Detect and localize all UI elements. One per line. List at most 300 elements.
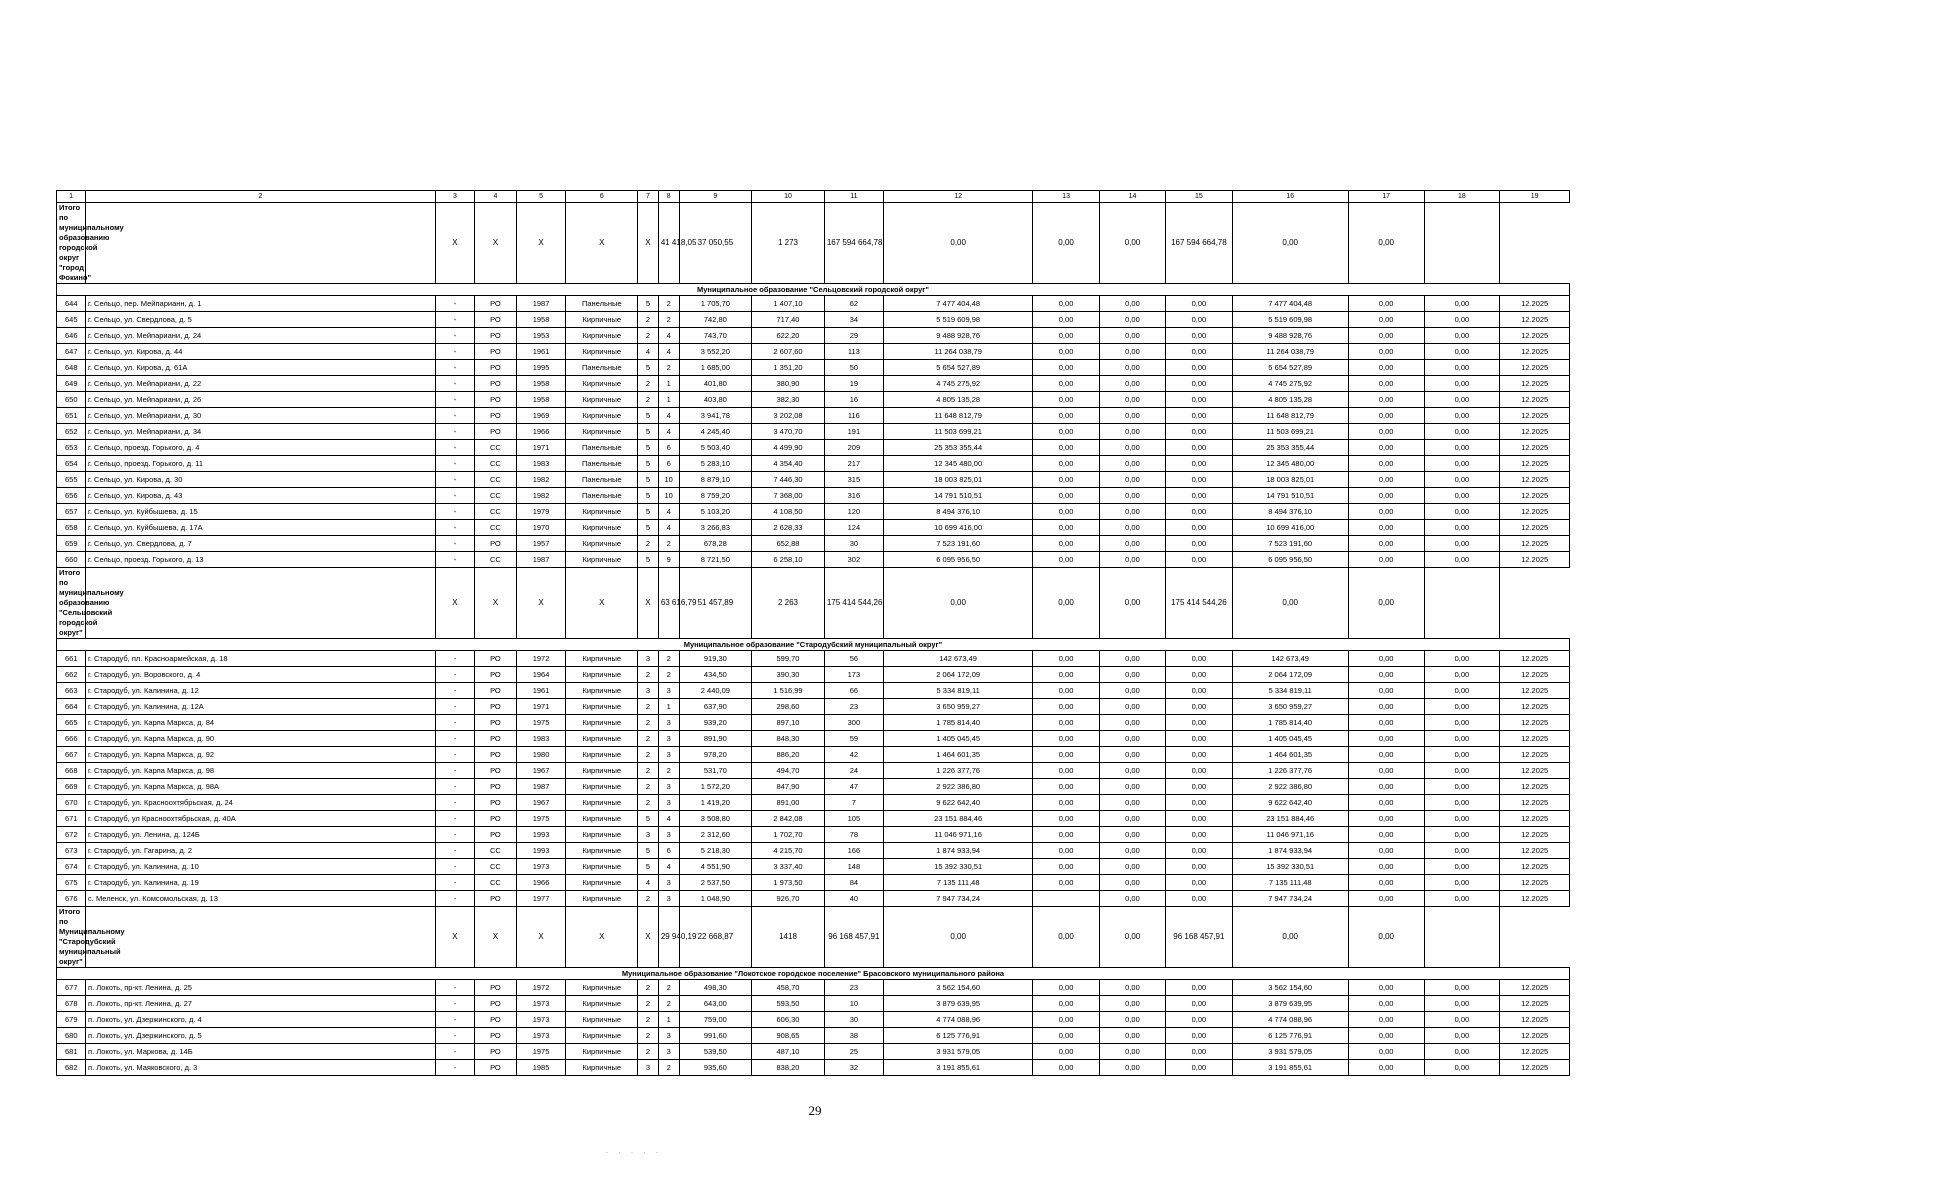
table-cell: РО <box>475 360 517 376</box>
table-cell: 2 064 172,09 <box>883 667 1032 683</box>
table-cell: 5 <box>638 520 659 536</box>
table-cell: - <box>435 504 474 520</box>
table-cell: 15 392 330,51 <box>1232 859 1348 875</box>
address-cell: п. Локоть, пр-кт. Ленина, д. 25 <box>86 980 436 996</box>
table-cell: 4 745 275,92 <box>1232 376 1348 392</box>
address-cell: г. Стародуб, ул. Карла Маркса, д. 84 <box>86 715 436 731</box>
table-row <box>57 1044 1570 1060</box>
table-cell: 1977 <box>516 891 566 907</box>
table-cell: 23 <box>824 980 883 996</box>
table-cell: Панельные <box>566 440 638 456</box>
table-cell: 1 419,20 <box>679 795 752 811</box>
table-cell: 0,00 <box>1166 891 1232 907</box>
table-cell: - <box>435 408 474 424</box>
table-cell: 0,00 <box>1424 667 1500 683</box>
table-cell: 0,00 <box>1166 552 1232 568</box>
table-cell: 173 <box>824 667 883 683</box>
table-cell: 7 947 734,24 <box>1232 891 1348 907</box>
table-cell: 1995 <box>516 360 566 376</box>
table-cell: 11 264 038,79 <box>883 344 1032 360</box>
table-cell: 1987 <box>516 296 566 312</box>
table-cell: 2 <box>658 312 679 328</box>
table-cell: 0,00 <box>1033 440 1099 456</box>
table-cell: СС <box>475 875 517 891</box>
table-row <box>57 392 1570 408</box>
table-cell: 12.2025 <box>1500 1060 1570 1076</box>
table-cell: РО <box>475 811 517 827</box>
table-cell: 0,00 <box>1166 875 1232 891</box>
table-cell: 403,80 <box>679 392 752 408</box>
table-cell: 10 <box>658 472 679 488</box>
table-cell: - <box>435 891 474 907</box>
table-cell: 2 <box>638 715 659 731</box>
table-cell: 0,00 <box>1166 360 1232 376</box>
table-cell: 380,90 <box>752 376 825 392</box>
section-title: Муниципальное образование "Стародубский муниципальный округ" <box>57 639 1570 651</box>
table-cell: 0,00 <box>1424 996 1500 1012</box>
total-label: Итого по Муниципальному "Стародубский муниципальный округ" <box>57 907 86 968</box>
table-cell: 0,00 <box>1424 488 1500 504</box>
table-cell: 12.2025 <box>1500 488 1570 504</box>
table-cell: 4 <box>638 875 659 891</box>
table-cell: 3 337,40 <box>752 859 825 875</box>
table-cell: - <box>435 843 474 859</box>
table-cell: 19 <box>824 376 883 392</box>
table-cell: СС <box>475 440 517 456</box>
table-cell: 759,00 <box>679 1012 752 1028</box>
table-cell: 0,00 <box>1424 552 1500 568</box>
table-cell: 0,00 <box>1099 843 1165 859</box>
table-cell: 0,00 <box>1348 1060 1424 1076</box>
table-cell: 315 <box>824 472 883 488</box>
table-cell: 6 095 956,50 <box>883 552 1032 568</box>
table-cell: РО <box>475 376 517 392</box>
table-cell: 0,00 <box>1166 667 1232 683</box>
table-cell: - <box>435 667 474 683</box>
table-row <box>57 699 1570 715</box>
table-cell: 0,00 <box>1348 536 1424 552</box>
table-cell: 5 <box>638 408 659 424</box>
table-cell: 2 628,33 <box>752 520 825 536</box>
table-cell: 1973 <box>516 859 566 875</box>
table-cell: - <box>435 424 474 440</box>
table-cell: 10 699 416,00 <box>883 520 1032 536</box>
table-row <box>57 472 1570 488</box>
table-row <box>57 296 1570 312</box>
table-row <box>57 488 1570 504</box>
row-number: 668 <box>57 763 86 779</box>
table-cell: 0,00 <box>1033 1060 1099 1076</box>
table-cell: 105 <box>824 811 883 827</box>
table-cell: 4 108,50 <box>752 504 825 520</box>
table-cell: 62 <box>824 296 883 312</box>
table-cell: 18 003 825,01 <box>1232 472 1348 488</box>
table-cell: Кирпичные <box>566 552 638 568</box>
table-cell: 637,90 <box>679 699 752 715</box>
table-cell: 1993 <box>516 843 566 859</box>
table-cell: 0,00 <box>1033 795 1099 811</box>
table-cell: 4 245,40 <box>679 424 752 440</box>
table-cell: РО <box>475 536 517 552</box>
table-cell: 1983 <box>516 456 566 472</box>
total-label: Итого по муниципальному образованию городской округ "город Фокино" <box>57 203 86 284</box>
table-cell: 434,50 <box>679 667 752 683</box>
table-row <box>57 980 1570 996</box>
total-cell: 0,00 <box>1099 203 1165 284</box>
table-cell: 5 <box>638 296 659 312</box>
table-cell: 3 191 855,61 <box>883 1060 1032 1076</box>
table-cell: 4 215,70 <box>752 843 825 859</box>
table-cell: 4 805 135,28 <box>1232 392 1348 408</box>
total-cell <box>1424 907 1500 968</box>
table-cell: 4 805 135,28 <box>883 392 1032 408</box>
table-cell: 3 <box>638 683 659 699</box>
table-cell: 1987 <box>516 552 566 568</box>
table-cell: 6 <box>658 440 679 456</box>
row-number: 674 <box>57 859 86 875</box>
table-cell: 0,00 <box>1099 763 1165 779</box>
table-row <box>57 552 1570 568</box>
table-cell: 0,00 <box>1033 683 1099 699</box>
table-cell: 0,00 <box>1033 980 1099 996</box>
address-cell: п. Локоть, ул. Дзержинского, д. 5 <box>86 1028 436 1044</box>
row-number: 664 <box>57 699 86 715</box>
table-cell: 1980 <box>516 747 566 763</box>
table-cell: Кирпичные <box>566 1028 638 1044</box>
table-cell: 42 <box>824 747 883 763</box>
column-number: 16 <box>1232 191 1348 203</box>
table-cell: 12.2025 <box>1500 875 1570 891</box>
table-row <box>57 996 1570 1012</box>
table-cell: - <box>435 811 474 827</box>
row-number: 665 <box>57 715 86 731</box>
table-cell: 5 <box>638 843 659 859</box>
total-cell: 0,00 <box>883 907 1032 968</box>
table-row <box>57 376 1570 392</box>
table-cell: 25 353 355,44 <box>883 440 1032 456</box>
table-cell: 8 721,50 <box>679 552 752 568</box>
table-cell: 3 <box>658 731 679 747</box>
table-cell: 12.2025 <box>1500 811 1570 827</box>
total-cell: 96 168 457,91 <box>824 907 883 968</box>
table-cell: 4 354,40 <box>752 456 825 472</box>
total-cell: 167 594 664,78 <box>1166 203 1232 284</box>
table-cell: 2 312,60 <box>679 827 752 843</box>
table-cell: 12.2025 <box>1500 1012 1570 1028</box>
table-cell: 0,00 <box>1099 996 1165 1012</box>
table-cell: Кирпичные <box>566 408 638 424</box>
table-cell: 30 <box>824 536 883 552</box>
table-cell: 0,00 <box>1348 875 1424 891</box>
table-cell: 12.2025 <box>1500 312 1570 328</box>
table-cell: 3 879 639,95 <box>1232 996 1348 1012</box>
table-cell: 0,00 <box>1033 360 1099 376</box>
table-cell: 0,00 <box>1099 1012 1165 1028</box>
table-cell: РО <box>475 763 517 779</box>
row-number: 667 <box>57 747 86 763</box>
address-cell: г. Сельцо, ул. Кирова, д. 61А <box>86 360 436 376</box>
address-cell: г. Сельцо, проезд. Горького, д. 4 <box>86 440 436 456</box>
table-cell: 12.2025 <box>1500 843 1570 859</box>
table-cell: 9 488 928,76 <box>1232 328 1348 344</box>
table-cell: 1 874 933,94 <box>883 843 1032 859</box>
table-cell: Кирпичные <box>566 667 638 683</box>
table-cell: Кирпичные <box>566 747 638 763</box>
table-row <box>57 747 1570 763</box>
table-cell: 1 785 814,40 <box>883 715 1032 731</box>
table-cell: 0,00 <box>1033 843 1099 859</box>
row-number: 669 <box>57 779 86 795</box>
table-cell: 5 <box>638 440 659 456</box>
address-cell: г. Стародуб, ул. Калинина, д. 12 <box>86 683 436 699</box>
table-cell: 3 <box>658 1028 679 1044</box>
table-cell: 0,00 <box>1099 504 1165 520</box>
total-cell <box>86 568 436 639</box>
row-number: 678 <box>57 996 86 1012</box>
total-cell: 22 668,87 <box>679 907 752 968</box>
table-cell: 2 <box>638 392 659 408</box>
table-cell: 30 <box>824 1012 883 1028</box>
table-cell: 2 <box>658 996 679 1012</box>
table-cell: 166 <box>824 843 883 859</box>
table-cell: 12.2025 <box>1500 520 1570 536</box>
table-cell: - <box>435 731 474 747</box>
table-cell: 0,00 <box>1033 651 1099 667</box>
table-cell: РО <box>475 795 517 811</box>
table-cell: 3 <box>658 1044 679 1060</box>
table-cell: 0,00 <box>1166 1044 1232 1060</box>
table-cell: 56 <box>824 651 883 667</box>
table-cell: 5 283,10 <box>679 456 752 472</box>
table-cell: - <box>435 715 474 731</box>
table-cell: 12.2025 <box>1500 360 1570 376</box>
table-cell: 0,00 <box>1348 980 1424 996</box>
table-cell: Кирпичные <box>566 392 638 408</box>
table-cell: 847,90 <box>752 779 825 795</box>
table-cell: - <box>435 996 474 1012</box>
table-cell: 298,60 <box>752 699 825 715</box>
table-cell: СС <box>475 552 517 568</box>
total-cell: X <box>638 907 659 968</box>
table-row <box>57 731 1570 747</box>
table-cell: 0,00 <box>1424 1044 1500 1060</box>
table-cell: 4 <box>658 424 679 440</box>
table-cell: РО <box>475 747 517 763</box>
table-cell: 1982 <box>516 488 566 504</box>
table-cell: 0,00 <box>1348 763 1424 779</box>
table-cell: 4 <box>658 811 679 827</box>
table-cell: 4 <box>658 504 679 520</box>
table-cell: РО <box>475 1044 517 1060</box>
table-cell: 3 650 959,27 <box>883 699 1032 715</box>
table-cell: 2 <box>658 651 679 667</box>
table-cell: 1972 <box>516 980 566 996</box>
table-row <box>57 520 1570 536</box>
table-cell: 1 572,20 <box>679 779 752 795</box>
table-cell: 18 003 825,01 <box>883 472 1032 488</box>
table-cell: 12.2025 <box>1500 456 1570 472</box>
total-cell: 0,00 <box>883 568 1032 639</box>
table-cell: 5 654 527,89 <box>1232 360 1348 376</box>
table-cell: 0,00 <box>1348 827 1424 843</box>
table-cell: 10 <box>658 488 679 504</box>
table-cell: 0,00 <box>1033 715 1099 731</box>
total-cell <box>1424 203 1500 284</box>
housing-repair-table <box>56 190 1570 1076</box>
table-cell: Кирпичные <box>566 328 638 344</box>
table-cell: 1973 <box>516 996 566 1012</box>
table-cell: 0,00 <box>1099 552 1165 568</box>
table-cell: 0,00 <box>1033 472 1099 488</box>
table-cell: 5 503,40 <box>679 440 752 456</box>
table-cell: 935,60 <box>679 1060 752 1076</box>
total-label: Итого по муниципальному образованию "Сельцовский городской округ" <box>57 568 86 639</box>
table-cell: 742,80 <box>679 312 752 328</box>
table-cell: 3 879 639,95 <box>883 996 1032 1012</box>
address-cell: г. Стародуб, ул. Воровского, д. 4 <box>86 667 436 683</box>
table-cell: 5 <box>638 552 659 568</box>
table-cell: 1964 <box>516 667 566 683</box>
table-cell: РО <box>475 667 517 683</box>
table-cell: 1958 <box>516 376 566 392</box>
table-cell: 3 562 154,60 <box>883 980 1032 996</box>
address-cell: п. Локоть, ул. Маяковского, д. 3 <box>86 1060 436 1076</box>
table-cell: Панельные <box>566 472 638 488</box>
table-cell: 0,00 <box>1348 667 1424 683</box>
table-cell: 1 705,70 <box>679 296 752 312</box>
table-cell: 1967 <box>516 795 566 811</box>
table-cell: 0,00 <box>1166 376 1232 392</box>
total-cell: 0,00 <box>1232 203 1348 284</box>
table-cell: 24 <box>824 763 883 779</box>
table-cell: 66 <box>824 683 883 699</box>
address-cell: г. Стародуб, ул. Калинина, д. 12А <box>86 699 436 715</box>
table-cell: - <box>435 827 474 843</box>
table-cell: 3 <box>658 875 679 891</box>
table-cell: 23 151 884,46 <box>1232 811 1348 827</box>
table-cell: 0,00 <box>1424 699 1500 715</box>
address-cell: с. Меленск, ул. Комсомольская, д. 13 <box>86 891 436 907</box>
section-title: Муниципальное образование "Сельцовский городской округ" <box>57 284 1570 296</box>
table-cell: РО <box>475 699 517 715</box>
row-number: 657 <box>57 504 86 520</box>
table-row <box>57 1060 1570 1076</box>
table-row <box>57 843 1570 859</box>
total-cell: 0,00 <box>1232 907 1348 968</box>
table-cell: 8 759,20 <box>679 488 752 504</box>
table-cell: 34 <box>824 312 883 328</box>
table-cell: 0,00 <box>1166 520 1232 536</box>
table-cell: 14 791 510,51 <box>883 488 1032 504</box>
row-number: 682 <box>57 1060 86 1076</box>
total-cell: 0,00 <box>1348 568 1424 639</box>
table-cell: 12.2025 <box>1500 552 1570 568</box>
table-cell: 12.2025 <box>1500 424 1570 440</box>
table-cell: Кирпичные <box>566 827 638 843</box>
table-row <box>57 651 1570 667</box>
table-cell: РО <box>475 996 517 1012</box>
table-row <box>57 811 1570 827</box>
table-cell: 0,00 <box>1348 456 1424 472</box>
table-cell: 1970 <box>516 520 566 536</box>
table-cell: 2 <box>638 1044 659 1060</box>
table-cell: 0,00 <box>1424 1060 1500 1076</box>
table-cell: 6 <box>658 456 679 472</box>
row-number: 670 <box>57 795 86 811</box>
table-cell: РО <box>475 715 517 731</box>
table-cell: 897,10 <box>752 715 825 731</box>
table-cell: 11 046 971,16 <box>1232 827 1348 843</box>
table-cell: 622,20 <box>752 328 825 344</box>
table-cell: 12.2025 <box>1500 715 1570 731</box>
table-cell: 1 405 045,45 <box>883 731 1032 747</box>
table-cell: 0,00 <box>1033 296 1099 312</box>
table-cell: 0,00 <box>1424 1012 1500 1028</box>
address-cell: г. Сельцо, ул. Кирова, д. 30 <box>86 472 436 488</box>
table-cell: 0,00 <box>1424 891 1500 907</box>
address-cell: г. Сельцо, ул. Свердлова, д. 7 <box>86 536 436 552</box>
table-cell: 59 <box>824 731 883 747</box>
table-cell: 4 499,90 <box>752 440 825 456</box>
column-number: 6 <box>566 191 638 203</box>
table-cell: 1961 <box>516 344 566 360</box>
table-cell: 0,00 <box>1099 651 1165 667</box>
table-cell: 5 103,20 <box>679 504 752 520</box>
table-cell: 5 <box>638 456 659 472</box>
table-cell: - <box>435 651 474 667</box>
table-cell: 0,00 <box>1348 683 1424 699</box>
table-cell: 7 477 404,48 <box>883 296 1032 312</box>
address-cell: г. Стародуб, ул. Гагарина, д. 2 <box>86 843 436 859</box>
table-cell: 891,90 <box>679 731 752 747</box>
table-cell: РО <box>475 328 517 344</box>
row-number: 675 <box>57 875 86 891</box>
table-cell: 142 673,49 <box>1232 651 1348 667</box>
table-cell: 0,00 <box>1166 424 1232 440</box>
table-cell: 7 135 111,48 <box>1232 875 1348 891</box>
table-cell: РО <box>475 731 517 747</box>
table-cell: Кирпичные <box>566 731 638 747</box>
table-row <box>57 795 1570 811</box>
table-cell: РО <box>475 424 517 440</box>
table-cell: 6 095 956,50 <box>1232 552 1348 568</box>
table-cell: 11 046 971,16 <box>883 827 1032 843</box>
table-cell: 7 368,00 <box>752 488 825 504</box>
table-cell: 717,40 <box>752 312 825 328</box>
column-number: 13 <box>1033 191 1099 203</box>
table-cell: 0,00 <box>1348 795 1424 811</box>
table-cell: 0,00 <box>1166 408 1232 424</box>
table-cell: - <box>435 1012 474 1028</box>
table-cell: 1993 <box>516 827 566 843</box>
table-cell: 2 607,60 <box>752 344 825 360</box>
table-cell: 0,00 <box>1166 651 1232 667</box>
table-cell: 0,00 <box>1166 795 1232 811</box>
table-cell: 0,00 <box>1033 488 1099 504</box>
table-cell: 3 941,78 <box>679 408 752 424</box>
table-cell: РО <box>475 651 517 667</box>
table-cell: Кирпичные <box>566 683 638 699</box>
table-cell: 1 785 814,40 <box>1232 715 1348 731</box>
table-cell: 0,00 <box>1424 1028 1500 1044</box>
row-number: 644 <box>57 296 86 312</box>
table-cell: 4 <box>658 859 679 875</box>
table-cell: Кирпичные <box>566 795 638 811</box>
table-cell: 494,70 <box>752 763 825 779</box>
table-cell: 12.2025 <box>1500 827 1570 843</box>
table-cell: 12.2025 <box>1500 296 1570 312</box>
table-cell: 12.2025 <box>1500 795 1570 811</box>
